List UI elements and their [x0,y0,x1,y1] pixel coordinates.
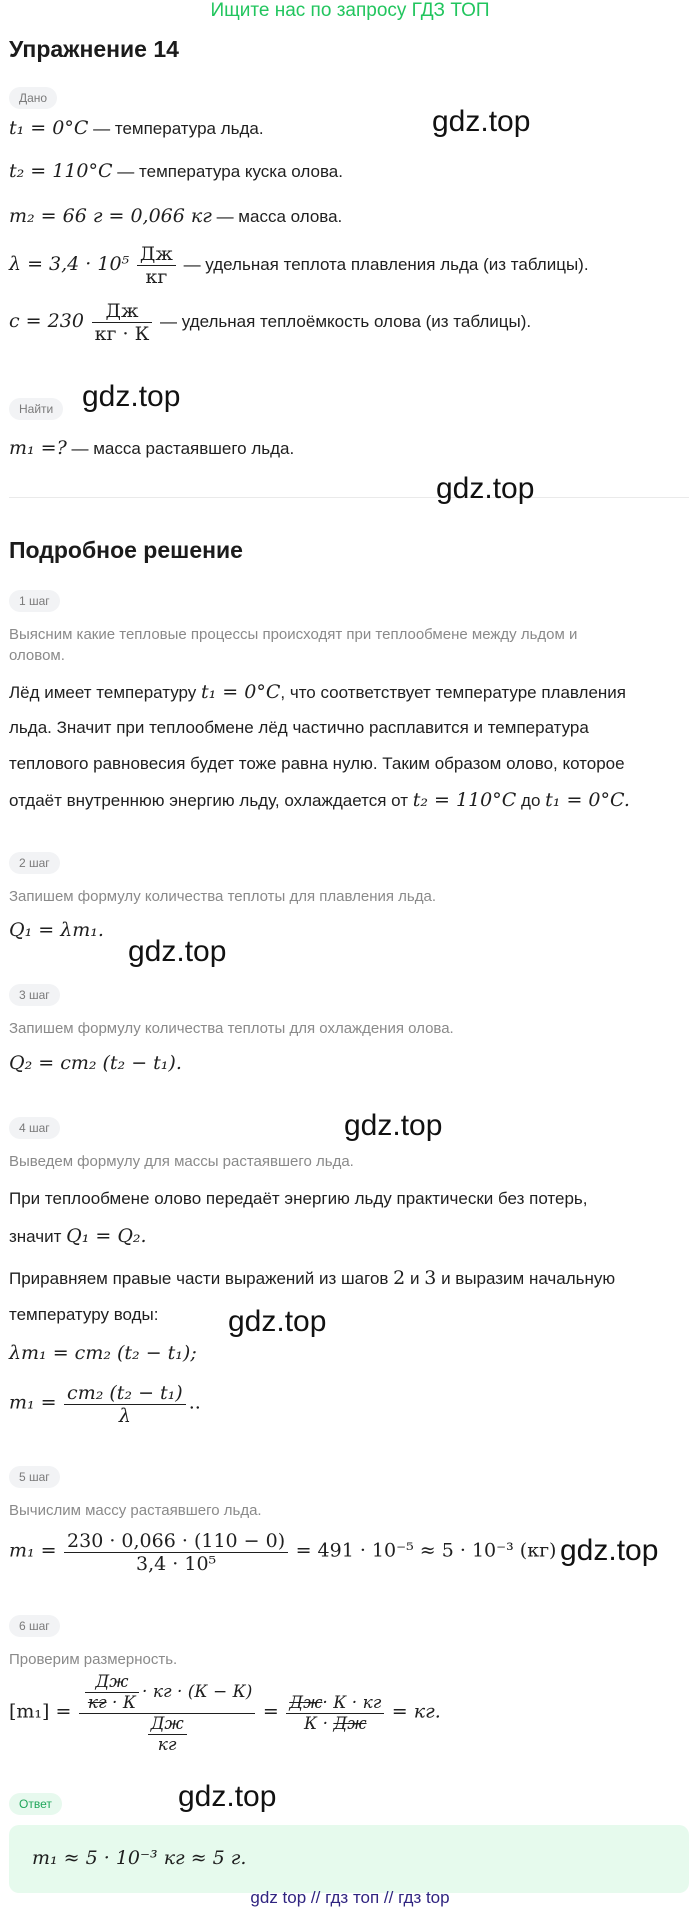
step-4-text: и выразим начальную [441,1269,616,1288]
step-1-text: отдаёт внутреннюю энергию льду, охлаждается от [9,791,409,810]
watermark: gdz.top [432,105,531,138]
formula-t1: t₁ = 0°C. [545,789,630,811]
find-badge: Найти [9,398,63,420]
unit-dj-struck: Дж [333,1714,367,1734]
formula-find: m₁ =? [9,437,67,459]
step-1-badge: 1 шаг [9,590,60,612]
formula-result: = 491 · 10⁻⁵ ≈ 5 · 10⁻³ (кг) [295,1539,557,1562]
watermark: gdz.top [344,1109,443,1142]
watermark: gdz.top [82,380,181,413]
step-3-hint: Запишем формулу количества теплоты для охлаждения олова. [9,1020,454,1037]
formula-m1-lhs: m₁ = [9,1391,57,1414]
fraction-dj-kg [148,1714,187,1755]
fraction-numerator: cm₂ (t₂ − t₁) [67,1382,183,1404]
fraction-m1 [64,1382,186,1427]
step-4-hint: Выведем формулу для массы растаявшего льда. [9,1153,354,1170]
given-text-c: — удельная теплоёмкость олова (из таблицы). [160,311,532,331]
unit-text: К · [304,1714,328,1734]
given-line-m2 [9,205,342,228]
step-4-para-line-2 [9,1225,147,1248]
step-1-para-line-1 [9,681,626,704]
unit-kgK: кг · К [85,1692,139,1713]
step-1-text: до [521,791,541,810]
step-4-badge: 4 шаг [9,1117,60,1139]
given-line-lambda [9,243,589,288]
fraction-calc [64,1530,288,1575]
step-2-formula [9,919,104,941]
step-4-eq-2 [9,1382,201,1427]
answer-badge: Ответ [9,1793,62,1815]
formula-c: c = 230 [9,309,84,332]
formula-balance: λm₁ = cm₂ (t₂ − t₁); [9,1342,197,1364]
fraction-dim-big [79,1672,256,1755]
formula-m1-lhs: m₁ = [9,1539,57,1562]
watermark: gdz.top [228,1305,327,1338]
watermark: gdz.top [178,1780,277,1813]
step-1-text: Лёд имеет температуру [9,683,197,702]
equals-sign: = [262,1700,279,1723]
formula-answer: m₁ ≈ 5 · 10⁻³ кг ≈ 5 г. [32,1847,247,1869]
step-1-hint: Выясним какие тепловые процессы происходят при теплообмене между льдом и [9,626,578,643]
step-4-text: значит [9,1227,62,1246]
unit-kg: кг [148,1734,187,1755]
step-6-badge: 6 шаг [9,1615,60,1637]
formula-t1: t₁ = 0°C [9,117,89,139]
fraction-denominator [286,1713,384,1734]
step-4-para-line-4: температуру воды: [9,1305,159,1324]
formula-end: .. [188,1391,201,1414]
fraction-dj-kgK [85,1672,139,1713]
formula-t2: t₂ = 110°C [9,160,113,182]
fraction-dj-kgK [92,300,153,345]
formula-dim-lhs: [m₁] = [9,1700,72,1723]
section-divider [9,497,689,498]
watermark: gdz.top [560,1534,659,1567]
step-1-para-line-3: теплового равновесия будет тоже равна нулю. Таким образом олово, которое [9,754,625,773]
step-5-hint: Вычислим массу растаявшего льда. [9,1502,262,1519]
given-line-t1 [9,117,264,140]
fraction-numerator [286,1693,384,1713]
unit-dj: Дж [95,1672,129,1692]
step-1-text: , что соответствует температуре плавления [280,683,627,702]
step-4-eq-1 [9,1342,197,1364]
answer-formula [32,1847,246,1869]
unit-kgK: кг · К [92,322,153,345]
search-banner: Ищите нас по запросу ГДЗ ТОП [210,0,490,21]
footer-links: gdz top // гдз топ // гдз top [250,1888,450,1907]
step-6-formula [9,1672,441,1755]
unit-K: К [122,1693,137,1713]
given-badge: Дано [9,87,57,109]
step-1-para-line-4 [9,789,630,812]
fraction-numerator: 230 · 0,066 · (110 − 0) [67,1530,286,1552]
unit-dj: Дж [150,1714,184,1734]
step-1-para-line-2: льда. Значит при теплообмене лёд частично расплавится и температура [9,718,589,737]
step-6-hint: Проверим размерность. [9,1651,178,1668]
step-2-badge: 2 шаг [9,852,60,874]
unit-kg: кг [137,265,176,288]
fraction-numerator [79,1672,256,1713]
formula-q1: Q₁ = λm₁. [9,919,104,941]
unit-text: · К · кг [322,1693,382,1713]
unit-dj: Дж [139,243,173,265]
unit-dj: Дж [105,300,139,322]
step-4-text: Приравняем правые части выражений из шагов [9,1269,389,1288]
find-text: — масса растаявшего льда. [71,439,295,458]
step-4-text: и [410,1269,420,1288]
formula-m2: m₂ = 66 г = 0,066 кг [9,205,212,227]
step-3-formula [9,1052,182,1074]
step-ref-2: 2 [393,1267,406,1289]
formula-dim-result: = кг. [391,1700,441,1723]
watermark: gdz.top [436,472,535,505]
step-ref-3: 3 [424,1267,437,1289]
unit-kg-struck: кг [87,1693,107,1713]
formula-q2: Q₂ = cm₂ (t₂ − t₁). [9,1052,182,1074]
step-4-para-line-3 [9,1267,615,1290]
formula-t2: t₂ = 110°C [412,789,517,811]
solution-title: Подробное решение [9,537,243,563]
page-title: Упражнение 14 [9,36,179,62]
fraction-denominator: λ [64,1404,186,1427]
step-3-badge: 3 шаг [9,984,60,1006]
unit-tail: · кг · (К − К) [142,1682,253,1702]
fraction-dim-small [286,1693,384,1734]
step-5-formula [9,1530,556,1575]
find-line [9,437,294,460]
fraction-denominator [79,1713,256,1755]
given-line-t2 [9,160,343,183]
step-2-hint: Запишем формулу количества теплоты для плавления льда. [9,888,437,905]
fraction-denominator: 3,4 · 10⁵ [64,1552,288,1575]
step-1-hint-2: оловом. [9,647,65,664]
watermark: gdz.top [128,935,227,968]
formula-t1: t₁ = 0°C [201,681,281,703]
given-text-m2: — масса олова. [216,207,343,226]
step-5-badge: 5 шаг [9,1466,60,1488]
step-4-para-line-1: При теплообмене олово передаёт энергию льду практически без потерь, [9,1189,588,1208]
given-line-c [9,300,531,345]
fraction-dj-kg [137,243,176,288]
given-text-t1: — температура льда. [93,119,264,138]
given-text-t2: — температура куска олова. [117,162,343,181]
formula-lambda: λ = 3,4 · 10⁵ [9,252,130,275]
formula-q-equal: Q₁ = Q₂. [66,1225,147,1247]
unit-dj-struck: Дж [289,1693,323,1713]
given-text-lambda: — удельная теплота плавления льда (из таблицы). [183,254,589,274]
